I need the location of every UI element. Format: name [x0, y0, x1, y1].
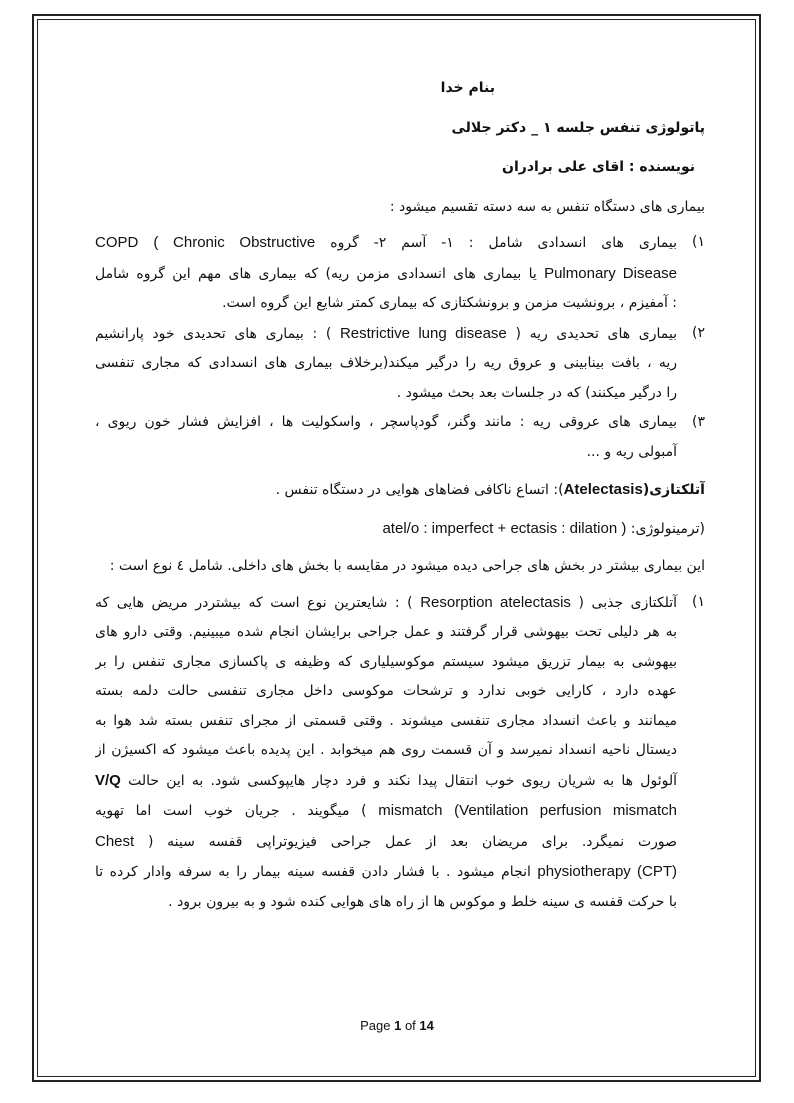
list-number: ۳): [692, 414, 705, 430]
resorption-line-10: physiotherapy (CPT) انجام میشود . با فشار دادن قفسه سینه بیمار را به سرفه وادار کرده تا: [95, 863, 677, 880]
resorption-line-4: عهده دارد ، کارایی خوبی ندارد و ترشحات موکوسی داخل مجاری تنفسی حالت دلمه بسته: [95, 683, 677, 699]
author-line: نویسنده : اقای علی برادران: [502, 159, 695, 175]
intro-paragraph: بیماری های دستگاه تنفس به سه دسته تقسیم میشود :: [389, 198, 705, 215]
resorption-line-9: صورت نمیگرد. برای مریضان بعد از عمل جراحی فیزیوتراپی قفسه سینه ( Chest: [95, 832, 678, 850]
bismillah: بنام خدا: [440, 80, 495, 96]
list-item-3-line-1: ۳) بیماری های عروقی ریه : مانند وگنر، گودپاسچر ، واسکولیت ها ، افزایش فشار خون ریوی ،: [95, 408, 705, 438]
list-item-1-line-3: : آمفیزم ، برونشیت مزمن و برونشکتازی که بیماری کمتر شایع این گروه است.: [222, 295, 677, 311]
resorption-line-6: دیستال ناحیه انسداد نمیرسد و آن قسمت روی هم میخوابد . این پدیده باعث میشود که اکسیژن از: [95, 742, 677, 758]
document-body: [95, 74, 705, 917]
resorption-line-11: با حرکت قفسه ی سینه خلط و موکوس ها از راه های هوایی کنده شود و به بیرون برود .: [168, 893, 677, 910]
resorption-line-8: mismatch (Ventilation perfusion mismatch ) میگویند . جریان خوب است اما تهویه: [95, 802, 677, 819]
atelectasis-heading: آتلکتازی(Atelectasis): اتساع ناکافی فضاهای هوایی در دستگاه تنفس .: [275, 481, 705, 498]
list-number: ۱): [692, 234, 705, 250]
document-title: پاتولوژی تنفس جلسه ۱ _ دکتر جلالی: [451, 119, 705, 136]
terminology-line: (ترمینولوژی: atel/o : imperfect + ectasis : dilation ): [382, 519, 705, 537]
list-item-1-line-2: Pulmonary Disease یا بیماری های انسدادی مزمن ریه) که بیماری های مهم این گروه شامل: [95, 264, 678, 282]
types-intro: این بیماری بیشتر در بخش های جراحی دیده میشود در مقایسه با بخش های داخلی. شامل ٤ نوع است :: [109, 558, 705, 574]
list-item-3-line-2: آمبولی ریه و ...: [586, 443, 677, 460]
resorption-line-1: ۱) آتلکتازی جذبی ( Resorption atelectasis ) : شایعترین نوع است که بیشتردر مریض هایی که: [95, 588, 705, 619]
resorption-line-7: آلوئول ها به شریان ریوی خوب انتقال پیدا نکند و فرد دچار هایپوکسی شود. به این حالت V/Q: [95, 771, 677, 789]
list-number: ۲): [692, 324, 705, 341]
list-item-2-line-3: را درگیر میکنند) که در جلسات بعد بحث میشود .: [396, 384, 677, 401]
page-total: 14: [419, 1018, 434, 1033]
list-item-2-line-1: ۲) بیماری های تحدیدی ریه ( Restrictive lung disease ) : بیماری های تحدیدی خود پارانشیم: [95, 319, 705, 350]
resorption-line-3: بیهوشی به بیمار تزریق میشود سیستم موکوسیلیاری که وظیفه ی پاکسازی مجاری تنفس را بر: [95, 653, 677, 670]
list-item-2-line-2: ریه ، بافت بینابینی و عروق ریه را درگیر میکند(برخلاف بیماری های انسدادی که مجاری تنفسی: [95, 355, 677, 371]
page-footer: Page 1 of 14: [360, 1018, 434, 1033]
resorption-line-2: به هر دلیلی تحت بیهوشی قرار گرفتند و عمل جراحی برایشان انجام شده میبینیم. وقتی دارو های: [95, 624, 677, 640]
list-number: ۱): [692, 593, 705, 610]
resorption-line-5: میمانند و باعث انسداد مجاری تنفسی میشوند . وقتی قسمتی از مجرای تنفس بسته شد هوا به: [95, 712, 677, 729]
page-number: 1: [394, 1018, 402, 1033]
list-item-1-line-1: ۱) بیماری های انسدادی شامل : ۱- آسم ۲- گروه COPD ( Chronic Obstructive: [95, 228, 705, 259]
